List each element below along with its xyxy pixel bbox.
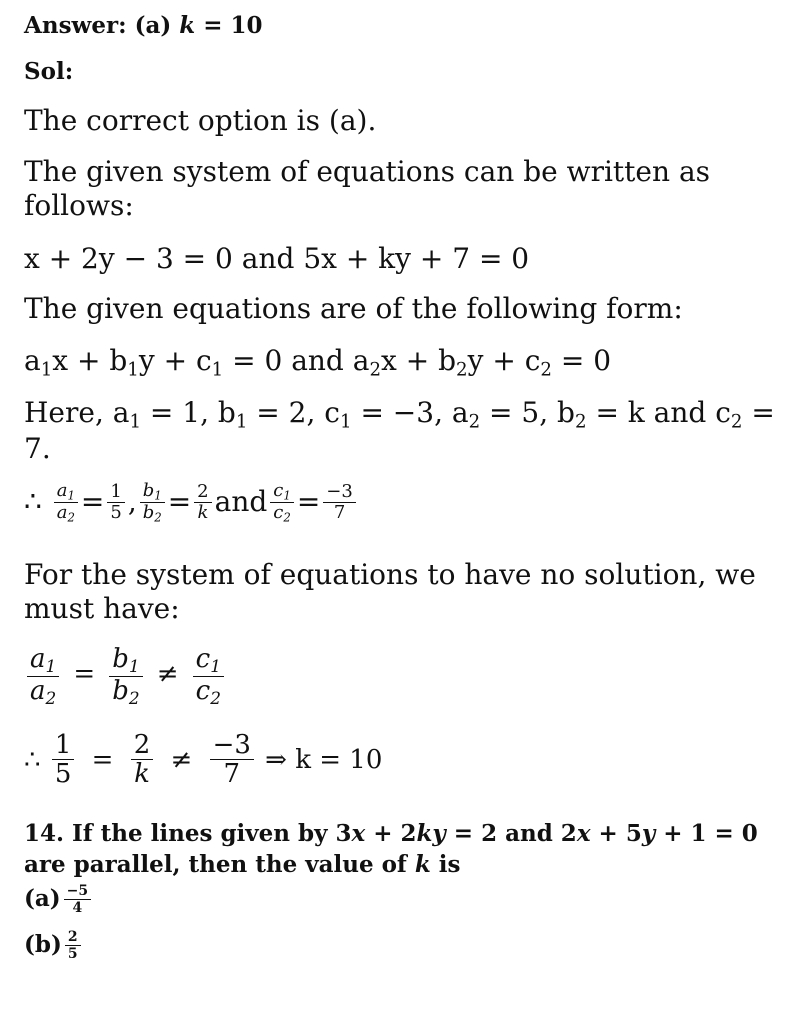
sol-heading: Sol: [24,58,74,85]
option-a-label: (a) [24,884,61,912]
condition-line: $\frac{a_1}{a_2}$ = $\frac{b_1}{b_2}$ ≠ $\frac{c_1}{c_2}$ [24,646,227,708]
question-line-1: 14. If the lines given by 3x + 2ky = 2 and 2x + 5y + 1 = 0 [24,820,758,847]
answer-line [24,12,262,39]
result-therefore: ∴ [24,745,41,776]
option-b-fraction: $\frac{2}{5}$ [65,930,81,962]
answer-var: k [179,12,196,39]
therefore-symbol: ∴ [24,484,42,518]
ratio-c: $\frac{c_1}{c_2}$ [270,482,294,525]
ratio-neg3-7: $\frac{-3}{7}$ [323,483,356,524]
intro-line-2: follows: [24,189,134,222]
result-2-k: $\frac{2}{k}$ [131,732,154,790]
form-text: The given equations are of the following form: [24,292,683,325]
condition-text-1: For the system of equations to have no solution, we [24,558,756,591]
result-neg3-7: $\frac{-3}{7}$ [210,732,254,790]
ratio-1-5: $\frac{1}{5}$ [107,483,124,524]
ratios-line: ∴ $\frac{a_1}{a_2}$ = $\frac{1}{5}$ , $\frac{b_1}{b_2}$ = $\frac{2}{k}$ and $\frac{c_1}{c_2}$ = $\frac{-3}{7}$ [24,482,359,525]
ratio-2-k: $\frac{2}{k}$ [194,483,211,524]
answer-value: = 10 [195,12,263,39]
result-conclusion: ⇒ k = 10 [265,745,383,776]
correct-option-text: The correct option is (a). [24,104,377,137]
option-b-label: (b) [24,930,62,958]
option-a-fraction: $\frac{-5}{4}$ [64,884,91,916]
cond-c-frac: $\frac{c_1}{c_2}$ [193,646,224,708]
here-line-2: 7. [24,432,51,465]
equations-and: and [241,242,295,275]
ratio-a: $\frac{a_1}{a_2}$ [54,482,78,525]
general-form-line: $a_1x + b_1y + c_1 = 0$ and $a_2x + b_2y + c_2 = 0$ [24,344,612,381]
question-line-2: are parallel, then the value of k is [24,851,461,878]
equation-1: x + 2y − 3 = 0 [24,242,233,275]
equations-line [24,242,529,276]
cond-a-frac: $\frac{a_1}{a_2}$ [27,646,59,708]
option-b[interactable] [24,930,84,962]
answer-label: Answer: (a) [24,12,172,39]
ratio-b: $\frac{b_1}{b_2}$ [140,482,165,525]
result-1-5: $\frac{1}{5}$ [52,732,75,790]
condition-text-2: must have: [24,592,180,625]
equation-2: 5x + ky + 7 = 0 [303,242,530,275]
cond-b-frac: $\frac{b_1}{b_2}$ [109,646,142,708]
result-line: ∴ $\frac{1}{5}$ = $\frac{2}{k}$ ≠ $\frac{-3}{7}$ ⇒ k = 10 [24,730,383,790]
here-line-1: Here, $a_1 = 1$, $b_1 = 2$, $c_1 = -3$, $a_2 = 5$, $b_2 = k$ and $c_2$ = [24,396,775,433]
option-a[interactable] [24,884,94,916]
intro-line-1: The given system of equations can be written as [24,155,710,188]
